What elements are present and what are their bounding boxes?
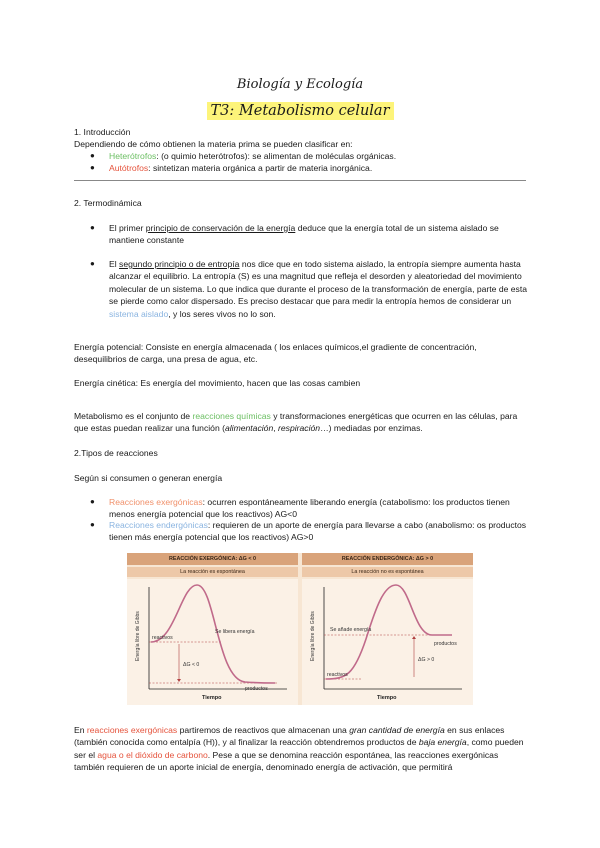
text-run: : requieren de un aporte de energía para llevarse a cabo (anabolismo: os productos tienen más energía potencial que los reactivos) AG>0	[109, 520, 527, 543]
bullet-dot: ●	[90, 163, 95, 172]
chemical-reactions-term: reacciones químicas	[192, 411, 271, 421]
subtitle-highlight: T3: Metabolismo celular	[207, 102, 394, 120]
intro-item-heterotrofos	[109, 150, 529, 162]
text-run: y transformaciones energéticas que ocurren en las células, para que estas puedan realizar una función (	[74, 411, 518, 434]
text-run: en sus enlaces (también conocida como entalpía (H)), y al finalizar la reacción obtendremos productos de	[74, 725, 505, 748]
products-label: productos	[434, 641, 457, 647]
reactants-label: reactivos	[327, 672, 348, 678]
high-energy-term: gran cantidad de energía	[349, 725, 445, 735]
endergonic-plot	[302, 579, 473, 705]
reactants-label: reactivos	[152, 635, 173, 641]
y-axis-label: Energía libre de Gibbs	[135, 611, 141, 661]
text-run: En	[74, 725, 87, 735]
exergonic-panel	[127, 553, 298, 705]
thermo-first-principle	[109, 222, 529, 247]
section-divider	[74, 180, 526, 181]
text-run: nos dice que en todo sistema aislado, la entropía siempre aumenta hasta alcanzar el equilibrio. La entropía (S) es una magnitud que refleja el desorden y aleatoriedad del movimiento molecular de un sistema. Lo que indica que durante el proceso de la transformación de energía, parte de esta se pierde como calor dispersado. Es preciso destacar que para medir la entropía hemos de considerar un	[109, 259, 528, 307]
intro-item-text: : sintetizan materia orgánica a partir de materia inorgánica.	[148, 163, 373, 173]
thermo-second-principle	[109, 258, 529, 320]
bullet-dot: ●	[90, 520, 95, 529]
type-endergonic	[109, 519, 529, 544]
text-run: : ocurren espontáneamente liberando energía (catabolismo: los productos tienen menos energía potencial que los reactivos) AG<0	[109, 497, 510, 520]
x-axis-label: Tiempo	[377, 695, 397, 701]
text-run: …) mediadas por enzimas.	[320, 423, 423, 434]
respiration-term: respiración	[278, 423, 321, 434]
exergonic-plot	[127, 579, 298, 705]
exergonic-subheader: La reacción es espontánea	[127, 567, 298, 577]
thermo-heading: 2. Termodinámica	[74, 198, 142, 208]
intro-item-text: : (o quimio heterótrofos): se alimentan de moléculas orgánicas.	[156, 151, 397, 161]
isolated-system-term: sistema aislado	[109, 308, 169, 319]
energy-diagram-figure	[127, 553, 473, 705]
text-run: . Pese a que se denomina reacción espontánea, las reacciones exergónicas también requieren de un aporte inicial de energía, denominado energía de activación, que permitirá	[74, 749, 499, 773]
y-axis-label: Energía libre de Gibbs	[310, 611, 316, 661]
text-run: partiremos de reactivos que almacenan una	[177, 725, 350, 735]
products-label: productos	[245, 686, 268, 692]
bullet-dot: ●	[90, 259, 95, 268]
low-energy-term: baja energía	[418, 737, 467, 748]
types-heading: 2.Tipos de reacciones	[74, 448, 158, 458]
bullet-dot: ●	[90, 223, 95, 232]
endergonic-header: REACCIÓN ENDERGÓNICA: ΔG > 0	[302, 553, 473, 565]
exergonic-header: REACCIÓN EXERGÓNICA: ΔG < 0	[127, 553, 298, 565]
text-run: , como pueden ser el	[74, 737, 524, 760]
potential-energy-paragraph: Energía potencial: Consiste en energía almacenada ( los enlaces químicos,el gradiente de concentración, desequilibrios de carga, una presa de agua, etc.	[74, 342, 477, 365]
feeding-term: alimentación	[224, 423, 274, 434]
exergonic-reactions-term: reacciones exergónicas	[86, 725, 178, 735]
endergonic-term: Reacciones endergónicas	[109, 520, 208, 530]
kinetic-energy-paragraph: Energía cinética: Es energía del movimiento, hacen que las cosas cambien	[74, 378, 361, 388]
document-title: Biología y Ecología	[236, 77, 364, 92]
text-run: El primer	[109, 223, 146, 233]
intro-item-autotrofos	[109, 162, 529, 174]
second-principle-term: segundo principio o de entropía	[119, 259, 240, 269]
document-subtitle	[0, 101, 600, 122]
exergonic-term: Reacciones exergónicas	[109, 497, 203, 507]
first-principle-term: principio de conservación de la energía	[145, 223, 296, 233]
text-run: Metabolismo es el conjunto de	[74, 411, 193, 421]
endergonic-panel	[302, 553, 473, 705]
intro-lead: Dependiendo de cómo obtienen la materia prima se pueden clasificar en:	[74, 139, 353, 149]
text-run: ,	[273, 423, 279, 434]
delta-g-label: ΔG < 0	[183, 662, 200, 668]
text-run: El	[109, 259, 120, 269]
text-run: , y los seres vivos no lo son.	[168, 308, 276, 319]
term-heterotrofos: Heterótrofos	[109, 151, 157, 161]
endergonic-subheader: La reacción no es espontánea	[302, 567, 473, 577]
intro-heading: 1. Introducción	[74, 127, 131, 137]
metabolism-paragraph	[74, 410, 529, 435]
curve-label: Se libera energía	[215, 629, 255, 635]
water-co2-term: agua o el dióxido de carbono	[97, 749, 208, 760]
delta-g-label: ΔG > 0	[418, 657, 435, 663]
closing-paragraph	[74, 724, 529, 774]
bullet-dot: ●	[90, 151, 95, 160]
x-axis-label: Tiempo	[202, 695, 222, 701]
bullet-dot: ●	[90, 497, 95, 506]
types-subheading: Según si consumen o generan energía	[74, 473, 223, 483]
text-run: deduce que la energía total de un sistema aislado se mantiene constante	[109, 223, 499, 246]
curve-label: Se añade energía	[330, 627, 372, 633]
type-exergonic	[109, 496, 529, 521]
term-autotrofos: Autótrofos	[109, 163, 149, 173]
